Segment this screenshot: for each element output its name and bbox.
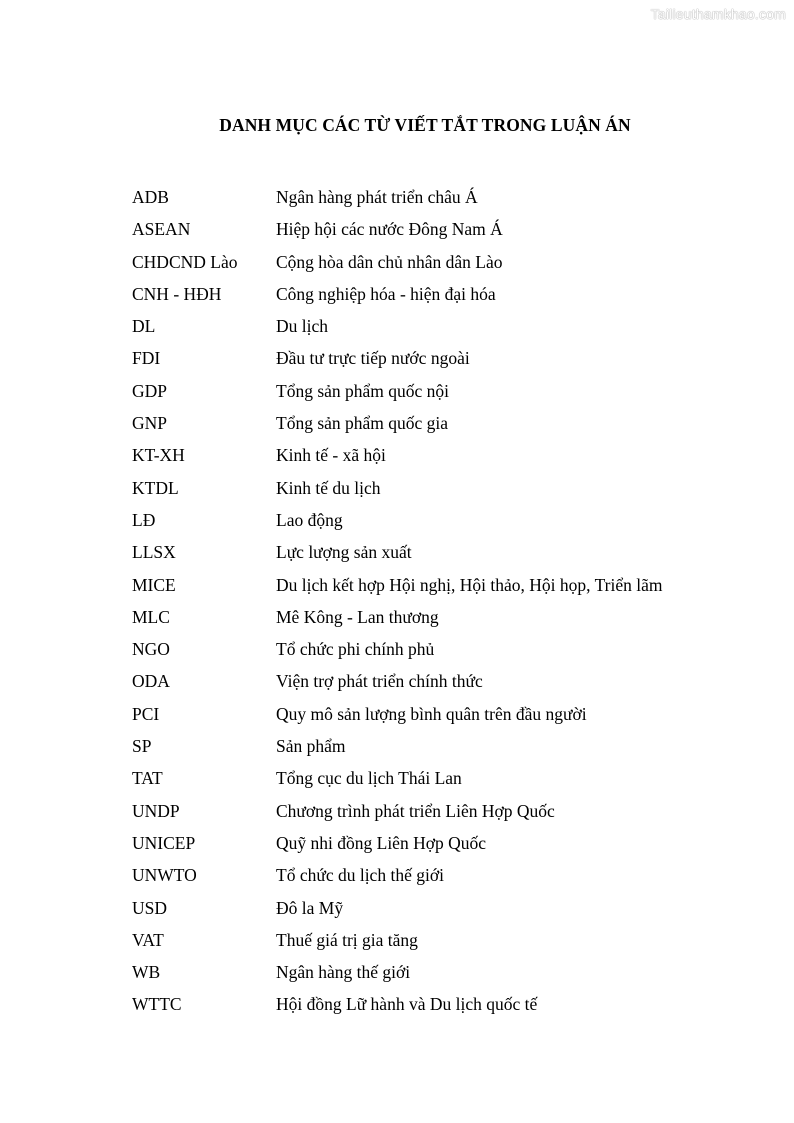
- abbreviation-list: [132, 186, 772, 1026]
- abbreviation-definition: Du lịch kết hợp Hội nghị, Hội thảo, Hội họp, Triển lãm: [276, 574, 663, 595]
- abbreviation-row: [132, 767, 772, 799]
- abbreviation-definition: Chương trình phát triển Liên Hợp Quốc: [276, 800, 555, 821]
- abbreviation-definition: Lao động: [276, 509, 343, 530]
- abbreviation-definition: Du lịch: [276, 316, 329, 337]
- abbreviation-definition: Hội đồng Lữ hành và Du lịch quốc tế: [276, 994, 538, 1015]
- abbreviation-row: [132, 703, 772, 735]
- abbreviation-code: CHDCND Lào: [132, 251, 238, 272]
- abbreviation-code: PCI: [132, 703, 160, 724]
- abbreviation-definition: Cộng hòa dân chủ nhân dân Lào: [276, 251, 503, 272]
- abbreviation-code: CNH - HĐH: [132, 283, 222, 304]
- abbreviation-definition: Tổ chức du lịch thế giới: [276, 865, 444, 886]
- abbreviation-definition: Kinh tế du lịch: [276, 477, 381, 498]
- abbreviation-code: MICE: [132, 574, 176, 595]
- abbreviation-code: KTDL: [132, 477, 179, 498]
- abbreviation-definition: Thuế giá trị gia tăng: [276, 929, 418, 950]
- abbreviation-code: TAT: [132, 768, 163, 789]
- abbreviation-row: [132, 218, 772, 250]
- abbreviation-definition: Công nghiệp hóa - hiện đại hóa: [276, 283, 496, 304]
- abbreviation-definition: Quỹ nhi đồng Liên Hợp Quốc: [276, 832, 486, 853]
- abbreviation-code: SP: [132, 736, 152, 757]
- abbreviation-definition: Tổ chức phi chính phủ: [276, 639, 435, 660]
- abbreviation-row: [132, 477, 772, 509]
- abbreviation-row: [132, 929, 772, 961]
- abbreviation-definition: Tổng cục du lịch Thái Lan: [276, 768, 462, 789]
- abbreviation-definition: Mê Kông - Lan thương: [276, 606, 439, 627]
- abbreviation-code: ADB: [132, 187, 169, 207]
- abbreviation-definition: Đô la Mỹ: [276, 897, 344, 918]
- abbreviation-row: [132, 380, 772, 412]
- abbreviation-row: [132, 347, 772, 379]
- abbreviation-row: [132, 864, 772, 896]
- abbreviation-code: GDP: [132, 380, 168, 401]
- abbreviation-code: LĐ: [132, 509, 156, 530]
- abbreviation-definition: Ngân hàng thế giới: [276, 962, 411, 983]
- abbreviation-definition: Viện trợ phát triển chính thức: [276, 671, 483, 692]
- abbreviation-row: [132, 800, 772, 832]
- abbreviation-code: WB: [132, 962, 161, 983]
- watermark: Tailieuthamkhao.com: [650, 6, 786, 22]
- abbreviation-row: [132, 412, 772, 444]
- abbreviation-row: [132, 606, 772, 638]
- abbreviation-definition: Ngân hàng phát triển châu Á: [276, 187, 478, 207]
- abbreviation-definition: Đầu tư trực tiếp nước ngoài: [276, 348, 470, 369]
- abbreviation-definition: Kinh tế - xã hội: [276, 445, 386, 466]
- abbreviation-code: ASEAN: [132, 219, 191, 240]
- abbreviation-code: USD: [132, 897, 168, 918]
- abbreviation-row: [132, 251, 772, 283]
- abbreviation-row: [132, 670, 772, 702]
- abbreviation-definition: Lực lượng sản xuất: [276, 542, 412, 563]
- abbreviation-code: KT-XH: [132, 445, 185, 466]
- page-title: DANH MỤC CÁC TỪ VIẾT TẮT TRONG LUẬN ÁN: [219, 115, 631, 135]
- abbreviation-row: [132, 509, 772, 541]
- abbreviation-code: MLC: [132, 606, 170, 627]
- abbreviation-row: [132, 832, 772, 864]
- abbreviation-row: [132, 444, 772, 476]
- abbreviation-code: LLSX: [132, 542, 176, 563]
- abbreviation-definition: Quy mô sản lượng bình quân trên đầu người: [276, 703, 587, 724]
- abbreviation-code: VAT: [132, 929, 164, 950]
- abbreviation-row: [132, 186, 772, 218]
- abbreviation-row: [132, 993, 772, 1025]
- abbreviation-code: ODA: [132, 671, 170, 692]
- abbreviation-code: GNP: [132, 413, 168, 434]
- abbreviation-code: DL: [132, 316, 156, 337]
- abbreviation-code: UNICEP: [132, 832, 196, 853]
- abbreviation-row: [132, 283, 772, 315]
- abbreviation-definition: Sản phẩm: [276, 736, 346, 757]
- abbreviation-definition: Tổng sản phẩm quốc nội: [276, 380, 450, 401]
- abbreviation-code: UNDP: [132, 800, 180, 821]
- abbreviation-row: [132, 574, 772, 606]
- abbreviation-row: [132, 315, 772, 347]
- abbreviation-code: UNWTO: [132, 865, 197, 886]
- abbreviation-row: [132, 541, 772, 573]
- abbreviation-code: FDI: [132, 348, 161, 369]
- abbreviation-definition: Tổng sản phẩm quốc gia: [276, 413, 449, 434]
- abbreviation-code: WTTC: [132, 994, 182, 1015]
- abbreviation-code: NGO: [132, 639, 170, 660]
- abbreviation-row: [132, 735, 772, 767]
- abbreviation-definition: Hiệp hội các nước Đông Nam Á: [276, 219, 503, 240]
- abbreviation-row: [132, 961, 772, 993]
- abbreviation-row: [132, 897, 772, 929]
- abbreviation-row: [132, 638, 772, 670]
